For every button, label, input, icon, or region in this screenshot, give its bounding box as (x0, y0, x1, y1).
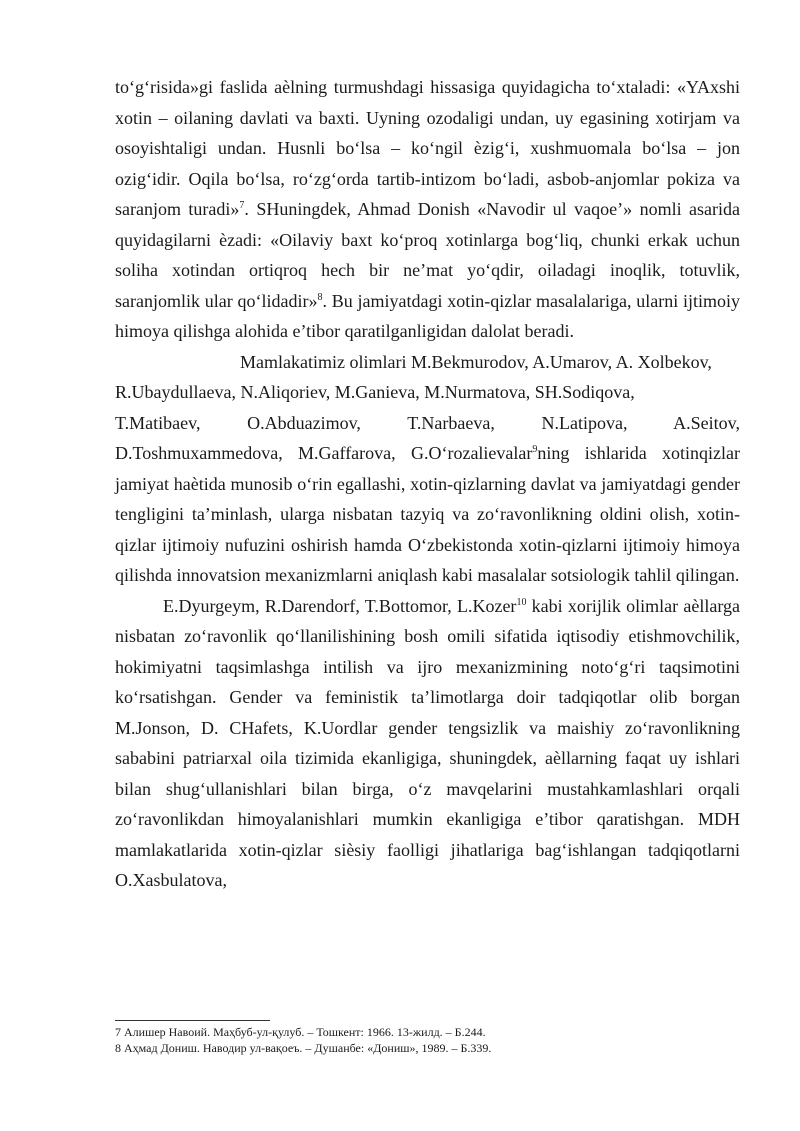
footnotes (115, 1024, 740, 1056)
footnote-ref-8[interactable]: 8 (317, 291, 323, 303)
paragraph-2-text-b: T.Matibaev, O.Abduazimov, T.Narbaeva, N.Latipova, A.Seitov, D.Toshmuxammedova, M.Gaffarova, G.O‘rozalievalar (115, 412, 740, 463)
paragraph-1-text-b: . SHuningdek, Ahmad Donish «Navodir ul vaqoe’» nomli asarida quyidagilarni èzadi: «Oilaviy baxt ko‘proq xotinlarga bog‘liq, chunki erkak uchun soliha xotindan ortiqroq hech bir ne’mat yo‘qdir, oiladagi inoqlik, totuvlik, saranjomlik ular qo‘lidadir» (115, 199, 740, 311)
paragraph-2 (115, 408, 740, 591)
footnote-ref-7[interactable]: 7 (239, 200, 245, 211)
paragraph-3-text-a: E.Dyurgeym, R.Darendorf, T.Bottomor, L.Kozer (163, 595, 517, 616)
paragraph-2-text-a: Mamlakatimiz olimlari M.Bekmurodov, A.Umarov, A. Xolbekov, R.Ubaydullaeva, N.Aliqoriev, M.Ganieva, M.Nurmatova, SH.Sodiqova, (115, 351, 712, 402)
paragraph-3-text-b: kabi xorijlik olimlar aèllarga nisbatan zo‘ravonlik qo‘llanilishining bosh omili sifatida iqtisodiy etishmovchilik, hokimiyatni taqsimlashga intilish va ijro mexanizmining noto‘g‘ri taqsimotini ko‘rsatishgan. Gender va feministik ta’limotlarga doir tadqiqotlar olib borgan M.Jonson, D. CHafets, K.Uordlar gender tengsizlik va maishiy zo‘ravonlikning sababini patriarxal oila tizimida ekanligiga, shuningdek, aèllarning faqat uy ishlari bilan shug‘ullanishlari bilan birga, o‘z mavqelarini mustahkamlashlari orqali zo‘ravonlikdan himoyalanishlari mumkin ekanligiga e’tibor qaratishgan. MDH mamlakatlarida xotin-qizlar sièsiy faolligi jihatlariga bag‘ishlangan tadqiqotlarni O.Xasbulatova, (115, 595, 741, 890)
paragraph-1-text-a: to‘g‘risida»gi faslida aèlning turmushdagi hissasiga quyidagicha to‘xtaladi: «YAxshi xotin – oilaning davlati va baxti. Uyning ozodaligi undan, uy egasining xotirjam va osoyishtaligi undan. Husnli bo‘lsa – ko‘ngil èzig‘i, xushmuomala bo‘lsa – jon ozig‘idir. Oqila bo‘lsa, ro‘zg‘orda tartib-intizom bo‘ladi, asbob-anjomlar pokiza va saranjom turadi» (115, 77, 740, 219)
footnote-ref-9[interactable]: 9 (532, 444, 538, 455)
paragraph-1-text-c: . Bu jamiyatdagi xotin-qizlar masalalariga, ularni ijtimoiy himoya qilishga alohida e’tibor qaratilganligidan dalolat beradi. (115, 290, 741, 341)
paragraph-2-intro (115, 347, 740, 408)
footnote-divider (115, 1020, 270, 1021)
paragraph-3 (115, 591, 740, 896)
footnote-ref-10[interactable]: 10 (516, 596, 527, 608)
footnote-8: 8 Аҳмад Дониш. Наводир ул-вақоеъ. – Душанбе: «Дониш», 1989. – Б.339. (115, 1041, 492, 1055)
paragraph-2-text-c: ning ishlarida xotinqizlar jamiyat haètida munosib o‘rin egallashi, xotin-qizlarning davlat va jamiyatdagi gender tengligini ta’minlash, ularga nisbatan tazyiq va zo‘ravonlikning oldini olish, xotin-qizlar ijtimoiy nufuzini oshirish hamda O‘zbekistonda xotin-qizlarni ijtimoiy himoya qilishda innovatsion mexanizmlarni aniqlash kabi masalalar sotsiologik tahlil qilingan. (115, 443, 740, 585)
footnote-7: 7 Алишер Навоий. Маҳбуб-ул-қулуб. – Тошкент: 1966. 13-жилд. – Б.244. (115, 1025, 486, 1039)
paragraph-1 (115, 72, 740, 347)
document-body (115, 72, 740, 896)
